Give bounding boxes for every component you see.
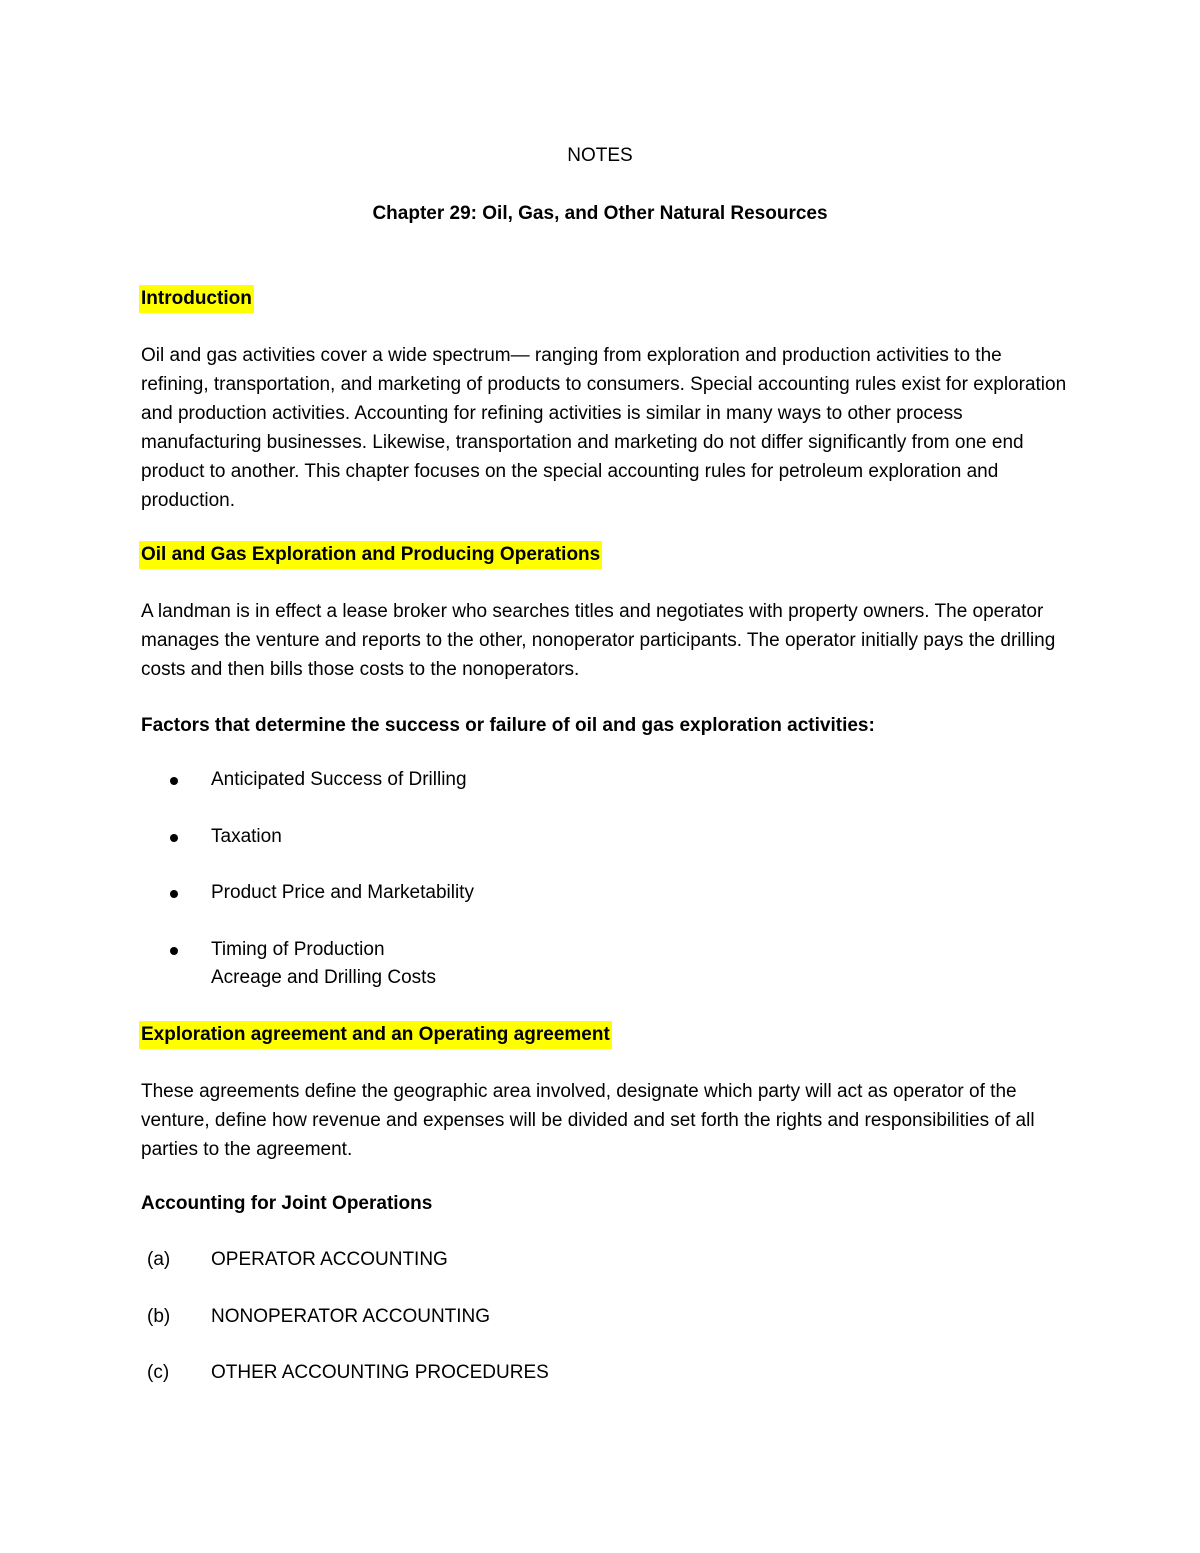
- joint-operations-heading: Accounting for Joint Operations: [141, 1193, 433, 1214]
- highlighted-heading-text: Exploration agreement and an Operating agreement: [139, 1021, 612, 1049]
- highlighted-heading-text: Oil and Gas Exploration and Producing Operations: [139, 541, 602, 569]
- document-title: NOTES: [567, 145, 633, 166]
- bullet-icon: [170, 777, 178, 785]
- list-item-marker: (b): [147, 1306, 171, 1327]
- list-item-text: Taxation: [211, 826, 282, 847]
- bullet-icon: [170, 947, 178, 955]
- section-heading-agreements: [141, 1021, 612, 1049]
- agreements-paragraph: These agreements define the geographic area involved, designate which party will act as operator of the venture, define how revenue and expenses will be divided and set forth the rights and responsibilities of all parties to the agreement.: [141, 1081, 1035, 1160]
- section-heading-operations: [141, 541, 602, 569]
- list-item-text: Acreage and Drilling Costs: [211, 967, 436, 988]
- chapter-title: Chapter 29: Oil, Gas, and Other Natural Resources: [372, 203, 828, 224]
- highlighted-heading-text: Introduction: [139, 285, 254, 313]
- list-item-text: NONOPERATOR ACCOUNTING: [211, 1306, 491, 1327]
- list-item-marker: (a): [147, 1249, 171, 1270]
- section-heading-introduction: [141, 285, 254, 313]
- introduction-paragraph: Oil and gas activities cover a wide spectrum— ranging from exploration and production activities to the refining, transportation, and marketing of products to consumers. Special accounting rules exist for exploration and production activities. Accounting for refining activities is similar in many ways to other process manufacturing businesses. Likewise, transportation and marketing do not differ significantly from one end product to another. This chapter focuses on the special accounting rules for petroleum exploration and production.: [141, 345, 1067, 511]
- factors-heading: Factors that determine the success or failure of oil and gas exploration activities:: [141, 715, 875, 736]
- list-item-text: Timing of Production: [211, 939, 385, 960]
- bullet-icon: [170, 890, 178, 898]
- list-item-text: OTHER ACCOUNTING PROCEDURES: [211, 1362, 549, 1383]
- list-item-text: OPERATOR ACCOUNTING: [211, 1249, 448, 1270]
- list-item-text: Anticipated Success of Drilling: [211, 769, 467, 790]
- operations-paragraph: A landman is in effect a lease broker who searches titles and negotiates with property owners. The operator manages the venture and reports to the other, nonoperator participants. The operator initially pays the drilling costs and then bills those costs to the nonoperators.: [141, 601, 1056, 680]
- list-item-text: Product Price and Marketability: [211, 882, 474, 903]
- bullet-icon: [170, 834, 178, 842]
- list-item-marker: (c): [147, 1362, 170, 1383]
